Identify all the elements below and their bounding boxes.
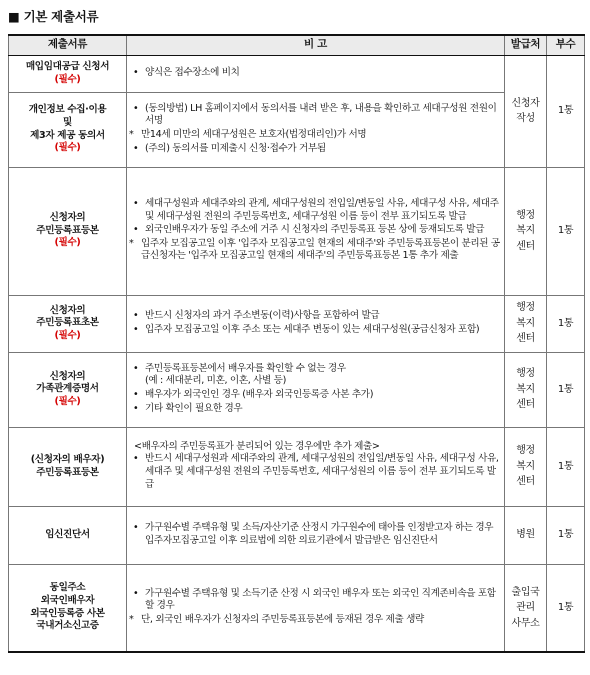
- bullet-icon: •: [133, 309, 139, 321]
- remark-item: [132, 103, 500, 128]
- bullet-icon: •: [133, 224, 139, 236]
- bullet-icon: •: [133, 521, 139, 533]
- document-name: [12, 371, 123, 396]
- document-name-cell: [9, 92, 127, 167]
- document-name-line: 임신진단서: [45, 528, 90, 540]
- copies-cell: 1통: [547, 295, 585, 352]
- document-name-line: 매입임대공급 신청서: [25, 60, 110, 72]
- remark-text: 반드시 세대구성원과 세대주와의 관계, 세대구성원의 전입일/변동일 사유, 세대구성 사유, 세대주 및 세대구성원 전원의 주민등록번호, 세대구성원의 이름 등이 전부 표기되도록 발급: [145, 453, 499, 490]
- asterisk-icon: *: [129, 237, 134, 249]
- issuer-label: 행정 복지 센터: [516, 209, 535, 252]
- header-document: 제출서류: [9, 35, 127, 55]
- remark-text: (주의) 동의서를 미제출시 신청·접수가 거부됨: [145, 142, 326, 154]
- document-name-line: 주민등록표등본: [36, 224, 99, 236]
- remark-item: [132, 389, 500, 402]
- document-name-line: 외국인배우자: [40, 595, 95, 607]
- bullet-icon: •: [133, 66, 139, 78]
- document-name-line: 주민등록표초본: [36, 317, 99, 329]
- document-name-cell: [9, 352, 127, 427]
- remark-item: [132, 143, 500, 156]
- table-row: [9, 506, 585, 564]
- document-name-cell: [9, 564, 127, 652]
- remarks-cell: [127, 564, 505, 652]
- document-name-line: 신청자의: [49, 304, 86, 316]
- remarks-list: [129, 102, 500, 156]
- issuer-label: 행정 복지 센터: [516, 445, 535, 488]
- document-name: [12, 212, 123, 237]
- remarks-cell: [127, 352, 505, 427]
- remark-item: [132, 403, 500, 416]
- remarks-cell: [127, 167, 505, 295]
- issuer-label: 신청자 작성: [511, 97, 540, 124]
- bullet-icon: •: [133, 453, 139, 465]
- remark-text: 단, 외국인 배우자가 신청자의 주민등록표등본에 등재된 경우 제출 생략: [141, 614, 424, 626]
- remark-text: 기타 확인이 필요한 경우: [145, 402, 243, 414]
- issuer-label: 출입국 관리 사무소: [511, 586, 540, 629]
- remark-text: 양식은 접수장소에 비치: [145, 66, 240, 78]
- required-label: (필수): [54, 237, 81, 249]
- document-name-line: 개인정보 수집·이용: [28, 104, 107, 116]
- table-row: [9, 295, 585, 352]
- issuer-cell: [505, 167, 547, 295]
- remarks-cell: [127, 506, 505, 564]
- bullet-icon: •: [133, 362, 139, 374]
- document-name-line: 가족관계증명서: [36, 383, 99, 395]
- issuer-label: 병원: [516, 529, 535, 541]
- remarks-list: [132, 67, 500, 80]
- document-name-line: (신청자의 배우자): [30, 453, 105, 465]
- remarks-cell: [127, 427, 505, 506]
- remark-text: (동의방법) LH 홈페이지에서 동의서를 내려 받은 후, 내용을 확인하고 세대구성원 전원이 서명: [145, 102, 497, 127]
- remark-item: [132, 453, 500, 491]
- header-copies: 부수: [547, 35, 585, 55]
- issuer-cell: [505, 506, 547, 564]
- remark-item: [132, 310, 500, 323]
- remark-text: 가구원수별 주택유형 및 소득/자산기준 산정시 가구원수에 태아를 인정받고자 하는 경우 입주자모집공고일 이후 의료법에 의한 의료기관에서 발급받은 임신진단서: [145, 521, 494, 546]
- remarks-list: [129, 197, 500, 263]
- remark-note: [129, 614, 500, 627]
- required-label: (필수): [54, 142, 81, 154]
- remarks-list: [129, 587, 500, 627]
- document-name-line: 신청자의: [49, 370, 86, 382]
- document-name-line: 외국인등록증 사본: [30, 607, 105, 619]
- remark-text: 주민등록표등본에서 배우자를 확인할 수 없는 경우 (예 : 세대분리, 미혼, 이혼, 사별 등): [145, 362, 346, 387]
- document-name-cell: [9, 167, 127, 295]
- remarks-list: [132, 522, 500, 547]
- document-name-line: 국내거소신고증: [36, 620, 99, 632]
- issuer-cell: [505, 55, 547, 167]
- issuer-cell: [505, 427, 547, 506]
- bullet-icon: •: [133, 197, 139, 209]
- bullet-icon: •: [133, 587, 139, 599]
- remarks-list: [132, 310, 500, 336]
- document-name-cell: [9, 295, 127, 352]
- remark-text: 만14세 미만의 세대구성원은 보호자(법정대리인)가 서명: [141, 129, 367, 140]
- asterisk-icon: *: [129, 129, 134, 140]
- document-name: [12, 305, 123, 330]
- bullet-icon: •: [133, 323, 139, 335]
- remark-item: [132, 324, 500, 337]
- remark-item: [132, 522, 500, 547]
- copies-cell: 1통: [547, 427, 585, 506]
- document-name-cell: [9, 427, 127, 506]
- copies-cell: 1통: [547, 55, 585, 167]
- required-label: (필수): [54, 73, 81, 85]
- document-name: [12, 104, 123, 142]
- issuer-cell: [505, 352, 547, 427]
- issuer-cell: [505, 564, 547, 652]
- table-row: [9, 427, 585, 506]
- remark-item: [132, 224, 500, 237]
- table-row: [9, 55, 585, 92]
- table-row: [9, 564, 585, 652]
- table-header-row: [9, 35, 585, 55]
- section-title-text: 기본 제출서류: [23, 9, 99, 24]
- bullet-icon: •: [133, 102, 139, 114]
- remark-text: 입주자 모집공고일 이후 '입주자 모집공고일 현재의 세대주'와 주민등록표등본이 분리된 공급신청자는 '입주자 모집공고일 현재의 세대주'의 주민등록표등본 1통 추가 제출: [141, 237, 500, 262]
- asterisk-icon: *: [129, 614, 134, 626]
- remarks-cell: [127, 295, 505, 352]
- issuer-label: 행정 복지 센터: [516, 368, 535, 411]
- document-name-line: 및: [63, 116, 72, 128]
- required-label: (필수): [54, 395, 81, 407]
- remark-item: [132, 198, 500, 223]
- remark-text: 세대구성원과 세대주와의 관계, 세대구성원의 전입일/변동일 사유, 세대구성 사유, 세대주 및 세대구성원 전원의 주민등록번호, 세대구성원 이름 등이 전부 표기되도록 발급: [145, 197, 499, 222]
- document-name-line: 신청자의: [49, 212, 86, 224]
- document-name: [12, 454, 123, 479]
- remark-item: [132, 363, 500, 388]
- document-name-line: 주민등록표등본: [36, 466, 99, 478]
- bullet-icon: •: [133, 142, 139, 154]
- remarks-intro: <배우자의 주민등록표가 분리되어 있는 경우에만 추가 제출>: [134, 440, 380, 452]
- table-row: [9, 167, 585, 295]
- header-issuer: 발급처: [505, 35, 547, 55]
- documents-table: [8, 34, 585, 653]
- document-name-cell: [9, 55, 127, 92]
- document-name-line: 제3자 제공 동의서: [30, 129, 105, 141]
- document-name: [12, 529, 123, 542]
- remark-text: 배우자가 외국인인 경우 (배우자 외국인등록증 사본 추가): [145, 389, 374, 400]
- remark-text: 가구원수별 주택유형 및 소득기준 산정 시 외국인 배우자 또는 외국인 직계존비속을 포함할 경우: [145, 587, 496, 612]
- remarks-cell: [127, 92, 505, 167]
- remarks-list: [132, 363, 500, 416]
- square-bullet-icon: ■: [8, 9, 20, 24]
- remark-text: 입주자 모집공고일 이후 주소 또는 세대주 변동이 있는 세대구성원(공급신청자 포함): [145, 323, 480, 335]
- copies-cell: 1통: [547, 564, 585, 652]
- remarks-cell: [127, 55, 505, 92]
- document-name-line: 동일주소: [49, 582, 86, 594]
- header-remarks: 비 고: [127, 35, 505, 55]
- remark-note: [129, 129, 500, 142]
- copies-cell: 1통: [547, 506, 585, 564]
- remark-note: [129, 237, 500, 263]
- remarks-list: [132, 453, 500, 491]
- remark-text: 반드시 신청자의 과거 주소변동(이력)사항을 포함하여 발급: [145, 309, 380, 321]
- remark-item: [132, 588, 500, 613]
- remark-item: [132, 67, 500, 80]
- bullet-icon: •: [133, 389, 139, 400]
- copies-cell: 1통: [547, 167, 585, 295]
- table-row: [9, 352, 585, 427]
- bullet-icon: •: [133, 402, 139, 414]
- issuer-cell: [505, 295, 547, 352]
- document-name: [12, 582, 123, 633]
- remark-text: 외국인배우자가 동일 주소에 거주 시 신청자의 주민등록표 등본 상에 등재되도록 발급: [145, 224, 485, 236]
- table-row: [9, 92, 585, 167]
- issuer-label: 행정 복지 센터: [516, 302, 535, 345]
- section-title: [8, 7, 98, 25]
- required-label: (필수): [54, 329, 81, 341]
- copies-cell: 1통: [547, 352, 585, 427]
- document-name: [12, 61, 123, 74]
- document-name-cell: [9, 506, 127, 564]
